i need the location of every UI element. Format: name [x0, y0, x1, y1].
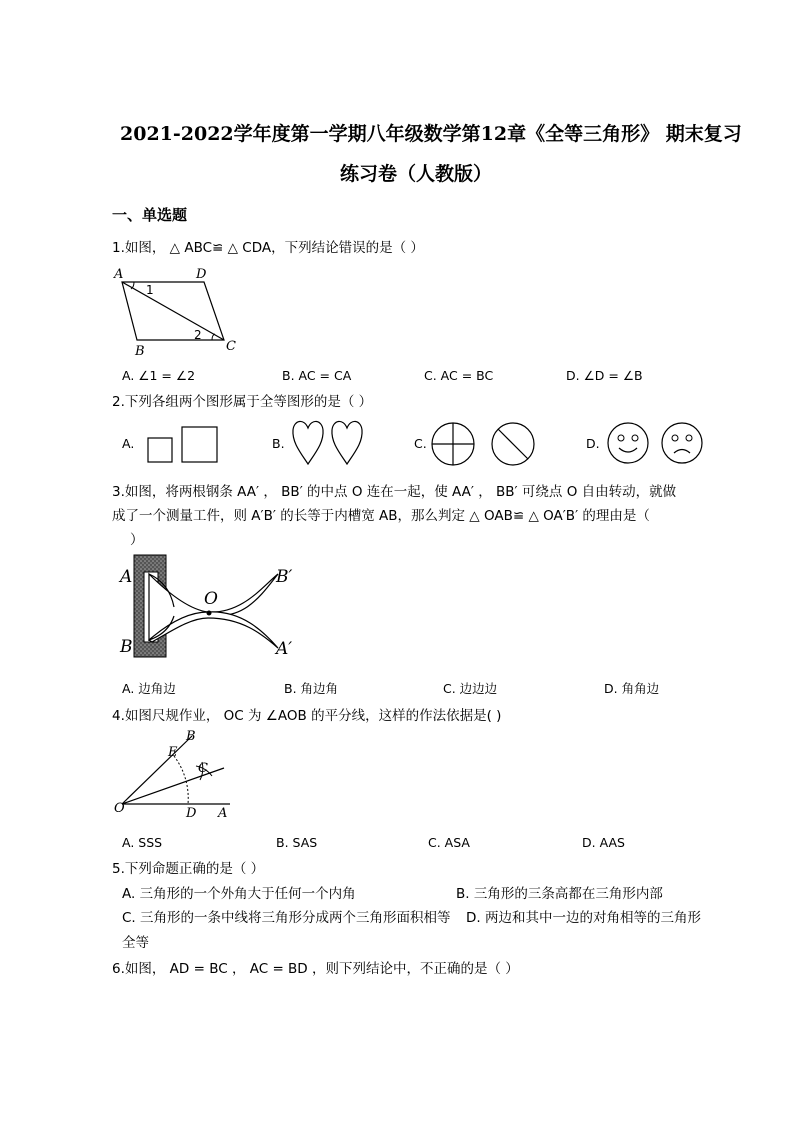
fig4-label-o: O: [114, 801, 125, 816]
fig1-angle-2: 2: [194, 328, 202, 342]
q4-option-a[interactable]: A. SSS: [122, 835, 163, 850]
q2-option-c-label[interactable]: C.: [414, 436, 427, 451]
q5-option-d-cont: 全等: [122, 935, 149, 951]
question-4-figure: [112, 728, 242, 823]
q2-option-d-label[interactable]: D.: [586, 436, 600, 451]
q2-option-b-label[interactable]: B.: [272, 436, 285, 451]
question-6-stem: 6.如图， AD = BC ， AC = BD ，则下列结论中，不正确的是（ ）: [112, 961, 519, 977]
q5-option-d[interactable]: D. 两边和其中一边的对角相等的三角形: [466, 910, 701, 926]
page-title-line1: 2021-2022学年度第一学期八年级数学第12章《全等三角形》 期末复习: [120, 123, 742, 145]
q1-option-a[interactable]: A. ∠1 = ∠2: [122, 368, 196, 383]
fig1-label-d: D: [196, 267, 207, 282]
fig4-label-a: A: [218, 806, 228, 821]
question-3-line3: ）: [130, 532, 144, 548]
fig4-label-e: E: [168, 745, 178, 760]
q1-option-b[interactable]: B. AC = CA: [282, 368, 352, 383]
q3-option-d[interactable]: D. 角角边: [604, 681, 660, 696]
q5-option-a[interactable]: A. 三角形的一个外角大于任何一个内角: [122, 886, 356, 902]
fig4-label-b: B: [186, 729, 196, 744]
q2-option-d-faces: [606, 420, 706, 468]
q3-option-c[interactable]: C. 边边边: [443, 681, 498, 696]
question-3-figure: [112, 552, 312, 662]
question-3-line2: 成了一个测量工件，则 A′B′ 的长等于内槽宽 AB，那么判定 △ OAB≌ △ OA′B′ 的理由是（: [112, 508, 650, 524]
q5-option-b[interactable]: B. 三角形的三条高都在三角形内部: [456, 886, 663, 902]
fig3-label-a-prime: A′: [276, 639, 293, 659]
q4-option-d[interactable]: D. AAS: [582, 835, 625, 850]
fig3-label-b: B: [120, 637, 133, 657]
question-4-stem: 4.如图尺规作业， OC 为 ∠AOB 的平分线，这样的作法依据是( ): [112, 708, 502, 724]
q4-option-c[interactable]: C. ASA: [428, 835, 470, 850]
fig3-label-a: A: [120, 567, 133, 587]
q2-option-c-circles: [430, 421, 540, 469]
question-1-stem: 1.如图， △ ABC≌ △ CDA，下列结论错误的是（ ）: [112, 240, 424, 256]
question-2-stem: 2.下列各组两个图形属于全等图形的是（ ）: [112, 394, 373, 410]
fig1-angle-1: 1: [146, 283, 154, 297]
fig1-label-b: B: [135, 344, 145, 359]
fig4-label-d: D: [186, 806, 197, 821]
q1-option-c[interactable]: C. AC = BC: [424, 368, 494, 383]
fig1-label-a: A: [114, 267, 124, 282]
q2-option-a-squares: [146, 424, 221, 466]
q4-option-b[interactable]: B. SAS: [276, 835, 318, 850]
question-5-stem: 5.下列命题正确的是（ ）: [112, 861, 265, 877]
question-3-line1: 3.如图，将两根钢条 AA′ ， BB′ 的中点 O 连在一起，使 AA′ ， BB′ 可绕点 O 自由转动，就做: [112, 484, 677, 500]
fig3-label-b-prime: B′: [276, 567, 293, 587]
q2-option-a-label[interactable]: A.: [122, 436, 135, 451]
q3-option-b[interactable]: B. 角边角: [284, 681, 339, 696]
page-title-line2: 练习卷（人教版）: [340, 163, 493, 185]
question-1-figure: [112, 262, 252, 357]
section-heading: 一、单选题: [112, 206, 188, 224]
fig4-label-c: C: [198, 761, 208, 776]
fig3-label-o: O: [204, 589, 218, 609]
q5-option-c[interactable]: C. 三角形的一条中线将三角形分成两个三角形面积相等: [122, 910, 451, 926]
fig1-label-c: C: [226, 339, 236, 354]
q1-option-d[interactable]: D. ∠D = ∠B: [566, 368, 643, 383]
q3-option-a[interactable]: A. 边角边: [122, 681, 176, 696]
q2-option-b-hearts: [290, 416, 370, 468]
